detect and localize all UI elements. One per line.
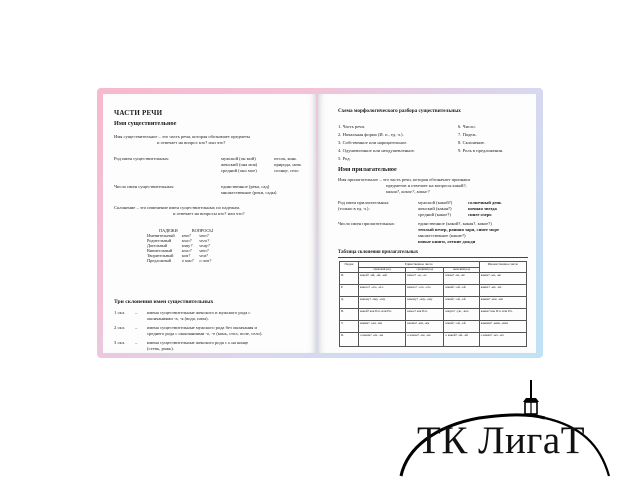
declension-text: среднего рода с окончаниями -о, -е (конь, стол, поле, село). [147,331,263,336]
declension-text: окончаниями -а, -я (вода, папа). [147,316,209,321]
scheme-item: 2. Начальная форма (И. п., ед. ч.). [338,132,404,137]
table-cell: какую? -ую, -юю [444,309,479,321]
declension-table [339,261,527,347]
table-cell-case: И. [340,273,359,285]
case-q2: чему? [199,243,210,248]
case-name: Родительный [147,238,172,243]
cases-header: ПАДЕЖИ [159,228,178,233]
adjective-definition-3: какая?, какое?, какие? [386,189,430,194]
case-q1: о ком? [181,258,194,263]
adj-number-row: единственное (какой?, какая?, какое?) [418,221,492,226]
table-cell: какого? -ого, -его [406,285,444,297]
case-name: Именительный [147,233,175,238]
questions-header: ВОПРОСЫ [191,228,214,233]
cases-table [145,228,215,263]
declension-text: имена существительные женского рода с ь на конце [147,340,249,345]
case-name: Винительный [147,248,173,253]
right-page [318,94,536,353]
adj-gender-row: мужской (какой?) [418,200,453,205]
table-cell-case: Д. [340,297,359,309]
table-cell: какому? -ому, -ему [359,297,406,309]
header-case: Падеж [340,262,359,273]
table-cell: какие? -ые, -ие [479,273,526,285]
table-cell: какой? -ий, -ой, -ый [359,273,406,285]
table-cell: какой? как И.п. или Р.п. [359,309,406,321]
header-singular: Единственное число [359,262,480,268]
noun-definition: Имя существительное – это часть речи, которая обозначает предметы [114,134,251,139]
adj-gender-label: Род имен прилагательных [338,200,389,205]
scheme-item: 5. Род. [338,156,351,161]
title-divider [338,257,528,258]
case-q1: кто? [181,233,192,238]
case-q2: чем? [199,253,209,258]
gender-row: женский (она моя) [221,162,258,167]
gender-example: природа, ночь [274,162,302,167]
table-cell: какое? как И.п. [406,309,444,321]
case-q2: что? [199,248,209,253]
table-cell: какому? -ому, -ему [406,297,444,309]
case-q2: что? [199,233,209,238]
table-cell: какого? -ого, -его [359,285,406,297]
case-q2: чего? [199,238,210,243]
case-q2: о чем? [199,258,212,263]
adj-gender-row: женский (какая?) [418,206,452,211]
case-q1: кого? [181,248,192,253]
table-cell: о какой? -ой, -ей [444,333,479,347]
declension-text: (степь, рожь). [147,346,174,351]
number-row: единственное (река, сад) [221,184,270,189]
adj-number-row: новые книги, летние дожди [418,239,476,244]
declension-dash: – [135,325,138,330]
scheme-item: 3. Собственное или нарицательное. [338,140,408,145]
case-name: Предложный [147,258,171,263]
scheme-item: 9. Роль в предложении. [458,148,504,153]
table-cell: какое? -ое, -ее [406,273,444,285]
table-cell: какая? -ая, -яя [444,273,479,285]
noun-definition-2: и отвечает на вопрос кто? или что? [157,140,226,145]
adj-number-row: множественное (какие?) [418,233,466,238]
case-name: Дательный [147,243,168,248]
header-neut: средний род [406,267,444,273]
table-cell: какой? -ой, -ей [444,285,479,297]
adj-gender-example: солнечный день [468,200,502,205]
section-title: ЧАСТИ РЕЧИ [114,109,163,117]
case-name: Творительный [147,253,174,258]
table-cell: какой? -ой, -ей [444,321,479,333]
scheme-item: 7. Падеж. [458,132,477,137]
adj-gender-row: средний (какое?) [418,212,451,217]
declension-table-title: Таблица склонения прилагательных [338,250,419,255]
table-cell: каким? -ым, -им [406,321,444,333]
adj-gender-example: ночная звезда [468,206,497,211]
header-masc: мужской род [359,267,406,273]
declension-definition: Склонение – это изменение имен существительных по падежам. [114,205,241,210]
table-cell: о каких? -ых, -их [479,333,526,347]
declension-num: 1 скл. [114,310,126,315]
adj-number-row: теплый вечер, ранняя заря, синее море [418,227,500,232]
table-cell-case: Т. [340,321,359,333]
logo-text: ТК ЛигаТ [417,419,586,462]
header-plural: Множественное число [479,262,526,273]
scheme-title: Схема морфологического разбора существительных [338,108,461,114]
declension-definition-2: и отвечает на вопросы кто? или что? [173,211,245,216]
adjective-definition: Имя прилагательное – это часть речи, которая обозначает признаки [338,177,470,182]
declension-text: имена существительные женского и мужского рода с [147,310,251,315]
gender-row: мужской (он мой) [221,156,256,161]
declension-num: 2 скл. [114,325,126,330]
number-row: множественное (реки, сады) [221,190,277,195]
table-cell: о каком? -ом, -ем [359,333,406,347]
declension-dash: – [135,340,138,345]
table-cell: каким? -ым, -им [359,321,406,333]
number-label: Число имен существительных: [114,184,175,189]
gender-example: песок, конь [274,156,297,161]
case-q1: кого? [181,238,192,243]
gender-example: солнце, село [274,168,299,173]
declension-text: имена существительные мужского рода без окончания и [147,325,257,330]
case-q1: кому? [181,243,193,248]
table-cell: о каком? -ом, -ем [406,333,444,347]
three-declensions-title: Три склонения имен существительных [114,299,214,305]
adj-gender-example: синее озеро [468,212,492,217]
declension-num: 3 скл. [114,340,126,345]
header-fem: женский род [444,267,479,273]
adj-number-label: Число имен прилагательных: [338,221,396,226]
table-cell: какой? -ой, -ей [444,297,479,309]
gender-label: Род имен существительных: [114,156,170,161]
scheme-item: 4. Одушевленное или неодушевленное. [338,148,416,153]
gender-row: средний (оно мое) [221,168,257,173]
table-cell: какие? как И.п. или Р.п. [479,309,526,321]
table-cell-case: Р. [340,285,359,297]
adj-gender-label-2: (только в ед. ч.): [338,206,370,211]
noun-subtitle: Имя существительное [114,120,177,127]
declension-dash: – [135,310,138,315]
table-cell-case: П. [340,333,359,347]
scheme-item: 6. Число. [458,124,476,129]
left-page [103,94,316,353]
table-cell: какими? -ыми, -ими [479,321,526,333]
table-cell: каким? -ым, -им [479,297,526,309]
scheme-item: 1. Часть речи. [338,124,366,129]
adjective-subtitle: Имя прилагательное [338,166,397,173]
scheme-item: 8. Склонение. [458,140,486,145]
adjective-definition-2: предметов и отвечает на вопросы какой?, [386,183,467,188]
table-cell: каких? -ых, -их [479,285,526,297]
table-cell-case: В. [340,309,359,321]
case-q1: кем? [181,253,191,258]
